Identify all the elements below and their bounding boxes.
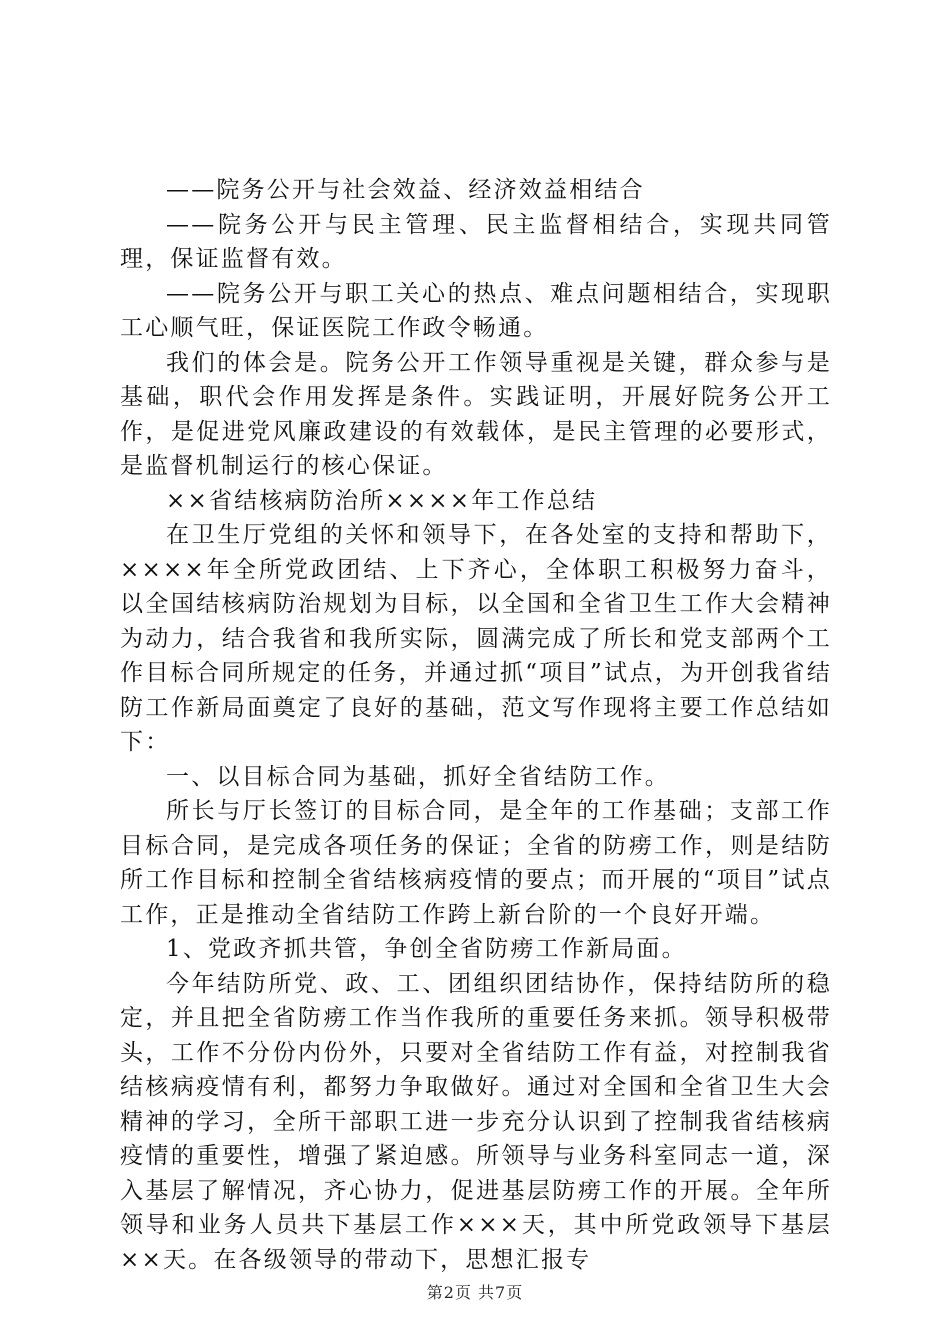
paragraph: 我们的体会是。院务公开工作领导重视是关键，群众参与是基础，职代会作用发挥是条件。实践证明，开展好院务公开工作，是促进党风廉政建设的有效载体，是民主管理的必要形式，是监督机制运行的核心保证。 [120, 349, 832, 479]
paragraph: ——院务公开与社会效益、经济效益相结合 [166, 177, 645, 203]
document-body [120, 173, 832, 1277]
paragraph: 在卫生厅党组的关怀和领导下，在各处室的支持和帮助下，××××年全所党政团结、上下齐心，全体职工积极努力奋斗，以全国结核病防治规划为目标，以全国和全省卫生工作大会精神为动力，结合我省和我所实际，圆满完成了所长和党支部两个工作目标合同所规定的任务，并通过抓“项目”试点，为开创我省结防工作新局面奠定了良好的基础，范文写作现将主要工作总结如下： [120, 522, 832, 755]
paragraph: ——院务公开与职工关心的热点、难点问题相结合，实现职工心顺气旺，保证医院工作政令畅通。 [120, 280, 832, 341]
paragraph: 所长与厅长签订的目标合同，是全年的工作基础；支部工作目标合同，是完成各项任务的保证；全省的防痨工作，则是结防所工作目标和控制全省结核病疫情的要点；而开展的“项目”试点工作，正是推动全省结防工作跨上新台阶的一个良好开端。 [120, 798, 832, 928]
section-title: ××省结核病防治所××××年工作总结 [166, 487, 598, 514]
page-footer: 第2页 共7页 [426, 1283, 524, 1302]
paragraph: 今年结防所党、政、工、团组织团结协作，保持结防所的稳定，并且把全省防痨工作当作我所的重要任务来抓。领导积极带头，工作不分份内份外，只要对全省结防工作有益，对控制我省结核病疫情有利，都努力争取做好。通过对全国和全省卫生大会精神的学习，全所干部职工进一步充分认识到了控制我省结核病疫情的重要性，增强了紧迫感。所领导与业务科室同志一道，深入基层了解情况，齐心协力，促进基层防痨工作的开展。全年所领导和业务人员共下基层工作×××天，其中所党政领导下基层××天。在各级领导的带动下，思想汇报专 [120, 970, 832, 1273]
section-heading: 一、以目标合同为基础，抓好全省结防工作。 [166, 763, 670, 790]
paragraph: ——院务公开与民主管理、民主监督相结合，实现共同管理，保证监督有效。 [120, 211, 832, 272]
subsection-heading: 1、党政齐抓共管，争创全省防痨工作新局面。 [166, 936, 687, 962]
